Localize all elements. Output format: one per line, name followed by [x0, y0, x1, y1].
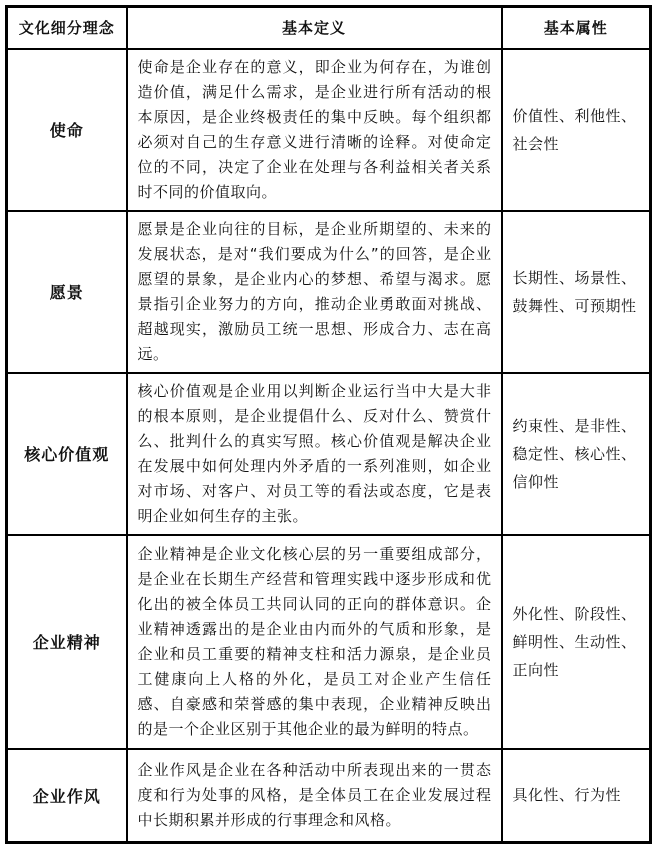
- table-row: [7, 373, 651, 535]
- definition-cell: 企业作风是企业在各种活动中所表现出来的一贯态度和行为处事的风格，是全体员工在企业发展过程中长期积累并形成的行事理念和风格。: [127, 749, 502, 843]
- table-row: [7, 211, 651, 373]
- attributes-cell: 长期性、场景性、鼓舞性、可预期性: [502, 211, 651, 373]
- concept-cell: 使命: [7, 49, 127, 211]
- concept-cell: 核心价值观: [7, 373, 127, 535]
- table-row: [7, 535, 651, 749]
- concept-cell: 愿景: [7, 211, 127, 373]
- concept-cell: 企业精神: [7, 535, 127, 749]
- attributes-cell: 价值性、利他性、社会性: [502, 49, 651, 211]
- table-row: [7, 49, 651, 211]
- definition-cell: 企业精神是企业文化核心层的另一重要组成部分，是企业在长期生产经营和管理实践中逐步形成和优化出的被全体员工共同认同的正向的群体意识。企业精神透露出的是企业由内而外的气质和形象，是企业和员工重要的精神支柱和活力源泉，是企业员工健康向上人格的外化，是员工对企业产生信任感、自豪感和荣誉感的集中表现，企业精神反映出的是一个企业区别于其他企业的最为鲜明的特点。: [127, 535, 502, 749]
- concept-cell: 企业作风: [7, 749, 127, 843]
- table-body: [7, 49, 651, 843]
- header-row: [7, 7, 651, 49]
- column-header-concept: 文化细分理念: [7, 7, 127, 49]
- definition-cell: 使命是企业存在的意义，即企业为何存在，为谁创造价值，满足什么需求，是企业进行所有活动的根本原因，是企业终极责任的集中反映。每个组织都必须对自己的生存意义进行清晰的诠释。对使命定位的不同，决定了企业在处理与各利益相关者关系时不同的价值取向。: [127, 49, 502, 211]
- attributes-cell: 具化性、行为性: [502, 749, 651, 843]
- attributes-cell: 约束性、是非性、稳定性、核心性、信仰性: [502, 373, 651, 535]
- definition-cell: 愿景是企业向往的目标，是企业所期望的、未来的发展状态，是对“我们要成为什么”的回答，是企业愿望的景象，是企业内心的梦想、希望与渴求。愿景指引企业努力的方向，推动企业勇敢面对挑战、超越现实，激励员工统一思想、形成合力、志在高远。: [127, 211, 502, 373]
- column-header-attributes: 基本属性: [502, 7, 651, 49]
- column-header-definition: 基本定义: [127, 7, 502, 49]
- table-header: [7, 7, 651, 49]
- table-row: [7, 749, 651, 843]
- definition-cell: 核心价值观是企业用以判断企业运行当中大是大非的根本原则，是企业提倡什么、反对什么、赞赏什么、批判什么的真实写照。核心价值观是解决企业在发展中如何处理内外矛盾的一系列准则，如企业对市场、对客户、对员工等的看法或态度，它是表明企业如何生存的主张。: [127, 373, 502, 535]
- culture-concept-table: [5, 5, 652, 844]
- attributes-cell: 外化性、阶段性、鲜明性、生动性、正向性: [502, 535, 651, 749]
